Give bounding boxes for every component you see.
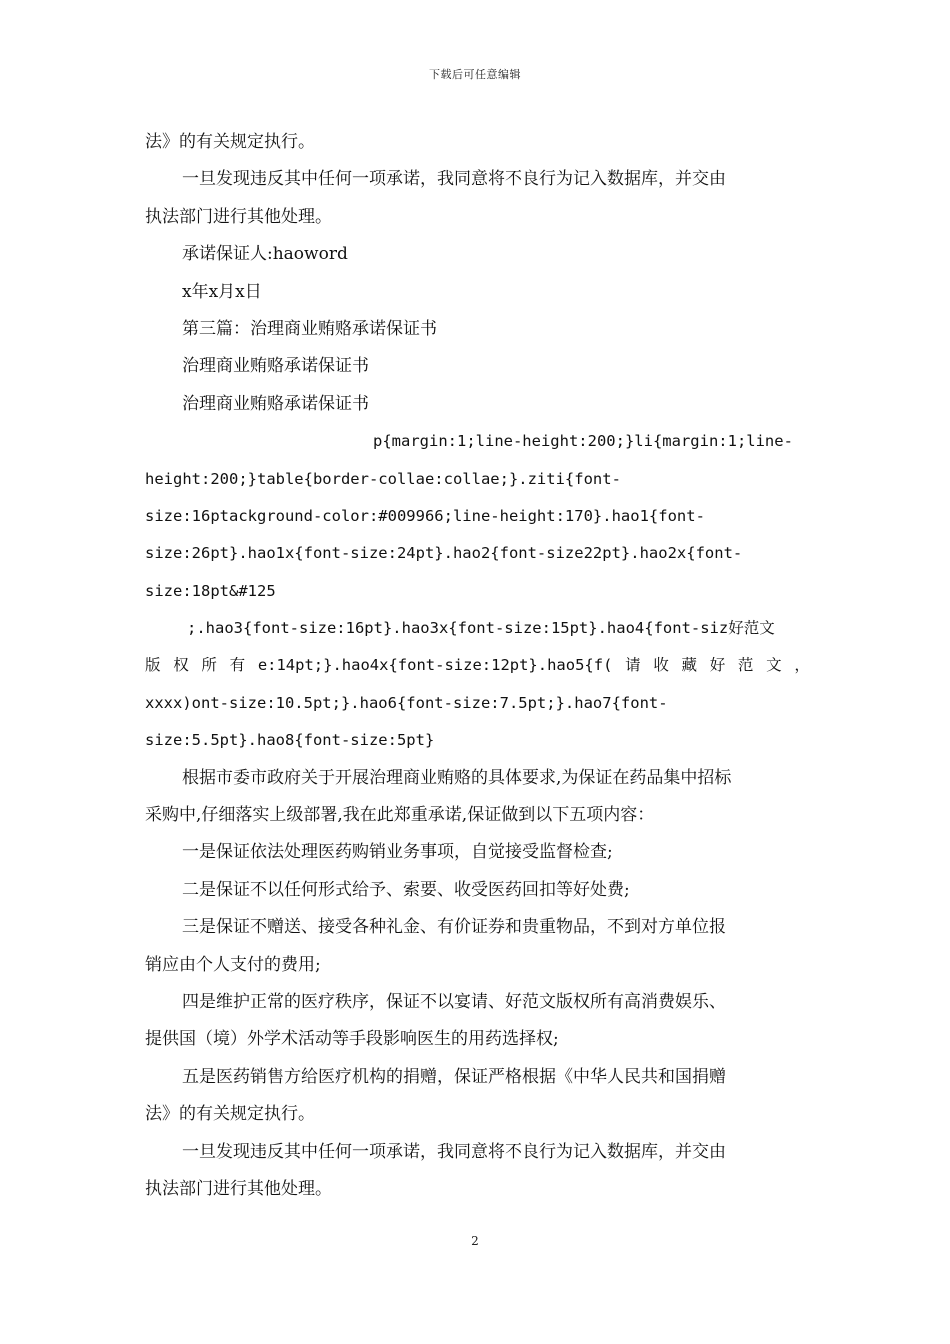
text-fragment: 范 (737, 656, 754, 675)
css-text-line-justified (145, 647, 810, 684)
pledge-item-continued: 提供国（境）外学术活动等手段影响医生的用药选择权; (145, 1029, 559, 1050)
signatory-line: 承诺保证人:haoword (182, 244, 348, 265)
document-title: 治理商业贿赂承诺保证书 (182, 356, 369, 377)
date-line: x年x月x日 (182, 281, 262, 302)
text-fragment: 所 (201, 656, 217, 675)
text-fragment: 请 (625, 656, 641, 675)
pledge-item: 三是保证不赠送、接受各种礼金、有价证券和贵重物品，不到对方单位报 (182, 917, 726, 938)
pledge-item: 四是维护正常的医疗秩序，保证不以宴请、好范文版权所有高消费娱乐、 (182, 991, 726, 1012)
text-fragment: 藏 (681, 656, 698, 675)
css-text-line: size:16ptackground-color:#009966;line-height:170}.hao1{font- (145, 506, 705, 525)
text-fragment: 版 (145, 656, 161, 675)
text-fragment: ， (794, 656, 810, 675)
pledge-item-continued: 法》的有关规定执行。 (145, 1104, 315, 1125)
css-text-line: ;.hao3{font-size:16pt}.hao3x{font-size:15pt}.hao4{font-siz好范文 (187, 619, 775, 638)
css-text-line: size:26pt}.hao1x{font-size:24pt}.hao2{font-size22pt}.hao2x{font- (145, 544, 743, 563)
css-text-line: size:5.5pt}.hao8{font-size:5pt} (145, 731, 435, 750)
document-title: 治理商业贿赂承诺保证书 (182, 393, 369, 414)
body-line: 一旦发现违反其中任何一项承诺，我同意将不良行为记入数据库，并交由 (182, 169, 726, 190)
body-line: 采购中,仔细落实上级部署,我在此郑重承诺,保证做到以下五项内容： (145, 805, 655, 826)
text-fragment: e:14pt;}.hao4x{font-size:12pt}.hao5{f( (257, 656, 613, 675)
text-fragment: 好 (709, 656, 726, 675)
body-line: 根据市委市政府关于开展治理商业贿赂的具体要求,为保证在药品集中招标 (182, 767, 732, 788)
pledge-item-continued: 销应由个人支付的费用; (145, 954, 321, 975)
text-fragment: 有 (229, 656, 246, 675)
body-line: 一旦发现违反其中任何一项承诺，我同意将不良行为记入数据库，并交由 (182, 1141, 726, 1162)
document-body (145, 124, 810, 1208)
page-number: 2 (471, 1234, 479, 1248)
text-fragment: 权 (173, 656, 189, 675)
body-line: 执法部门进行其他处理。 (145, 1178, 332, 1199)
pledge-item: 五是医药销售方给医疗机构的捐赠，保证严格根据《中华人民共和国捐赠 (182, 1066, 726, 1087)
pledge-item: 一是保证依法处理医药购销业务事项，自觉接受监督检查; (182, 842, 613, 863)
text-fragment: 收 (653, 656, 669, 675)
css-text-line: xxxx)ont-size:10.5pt;}.hao6{font-size:7.5pt;}.hao7{font- (145, 693, 668, 712)
body-line: 执法部门进行其他处理。 (145, 206, 332, 227)
section-heading: 第三篇：治理商业贿赂承诺保证书 (182, 318, 437, 339)
css-text-line: height:200;}table{border-collae:collae;}.ziti{font- (145, 469, 621, 488)
page-header: 下载后可任意编辑 (429, 68, 521, 81)
text-fragment: 文 (766, 656, 782, 675)
pledge-item: 二是保证不以任何形式给予、索要、收受医药回扣等好处费; (182, 879, 630, 900)
body-line: 法》的有关规定执行。 (145, 132, 315, 152)
css-text-line: p{margin:1;line-height:200;}li{margin:1;line- (373, 432, 793, 451)
css-text-line: size:18pt&#125 (145, 581, 276, 600)
